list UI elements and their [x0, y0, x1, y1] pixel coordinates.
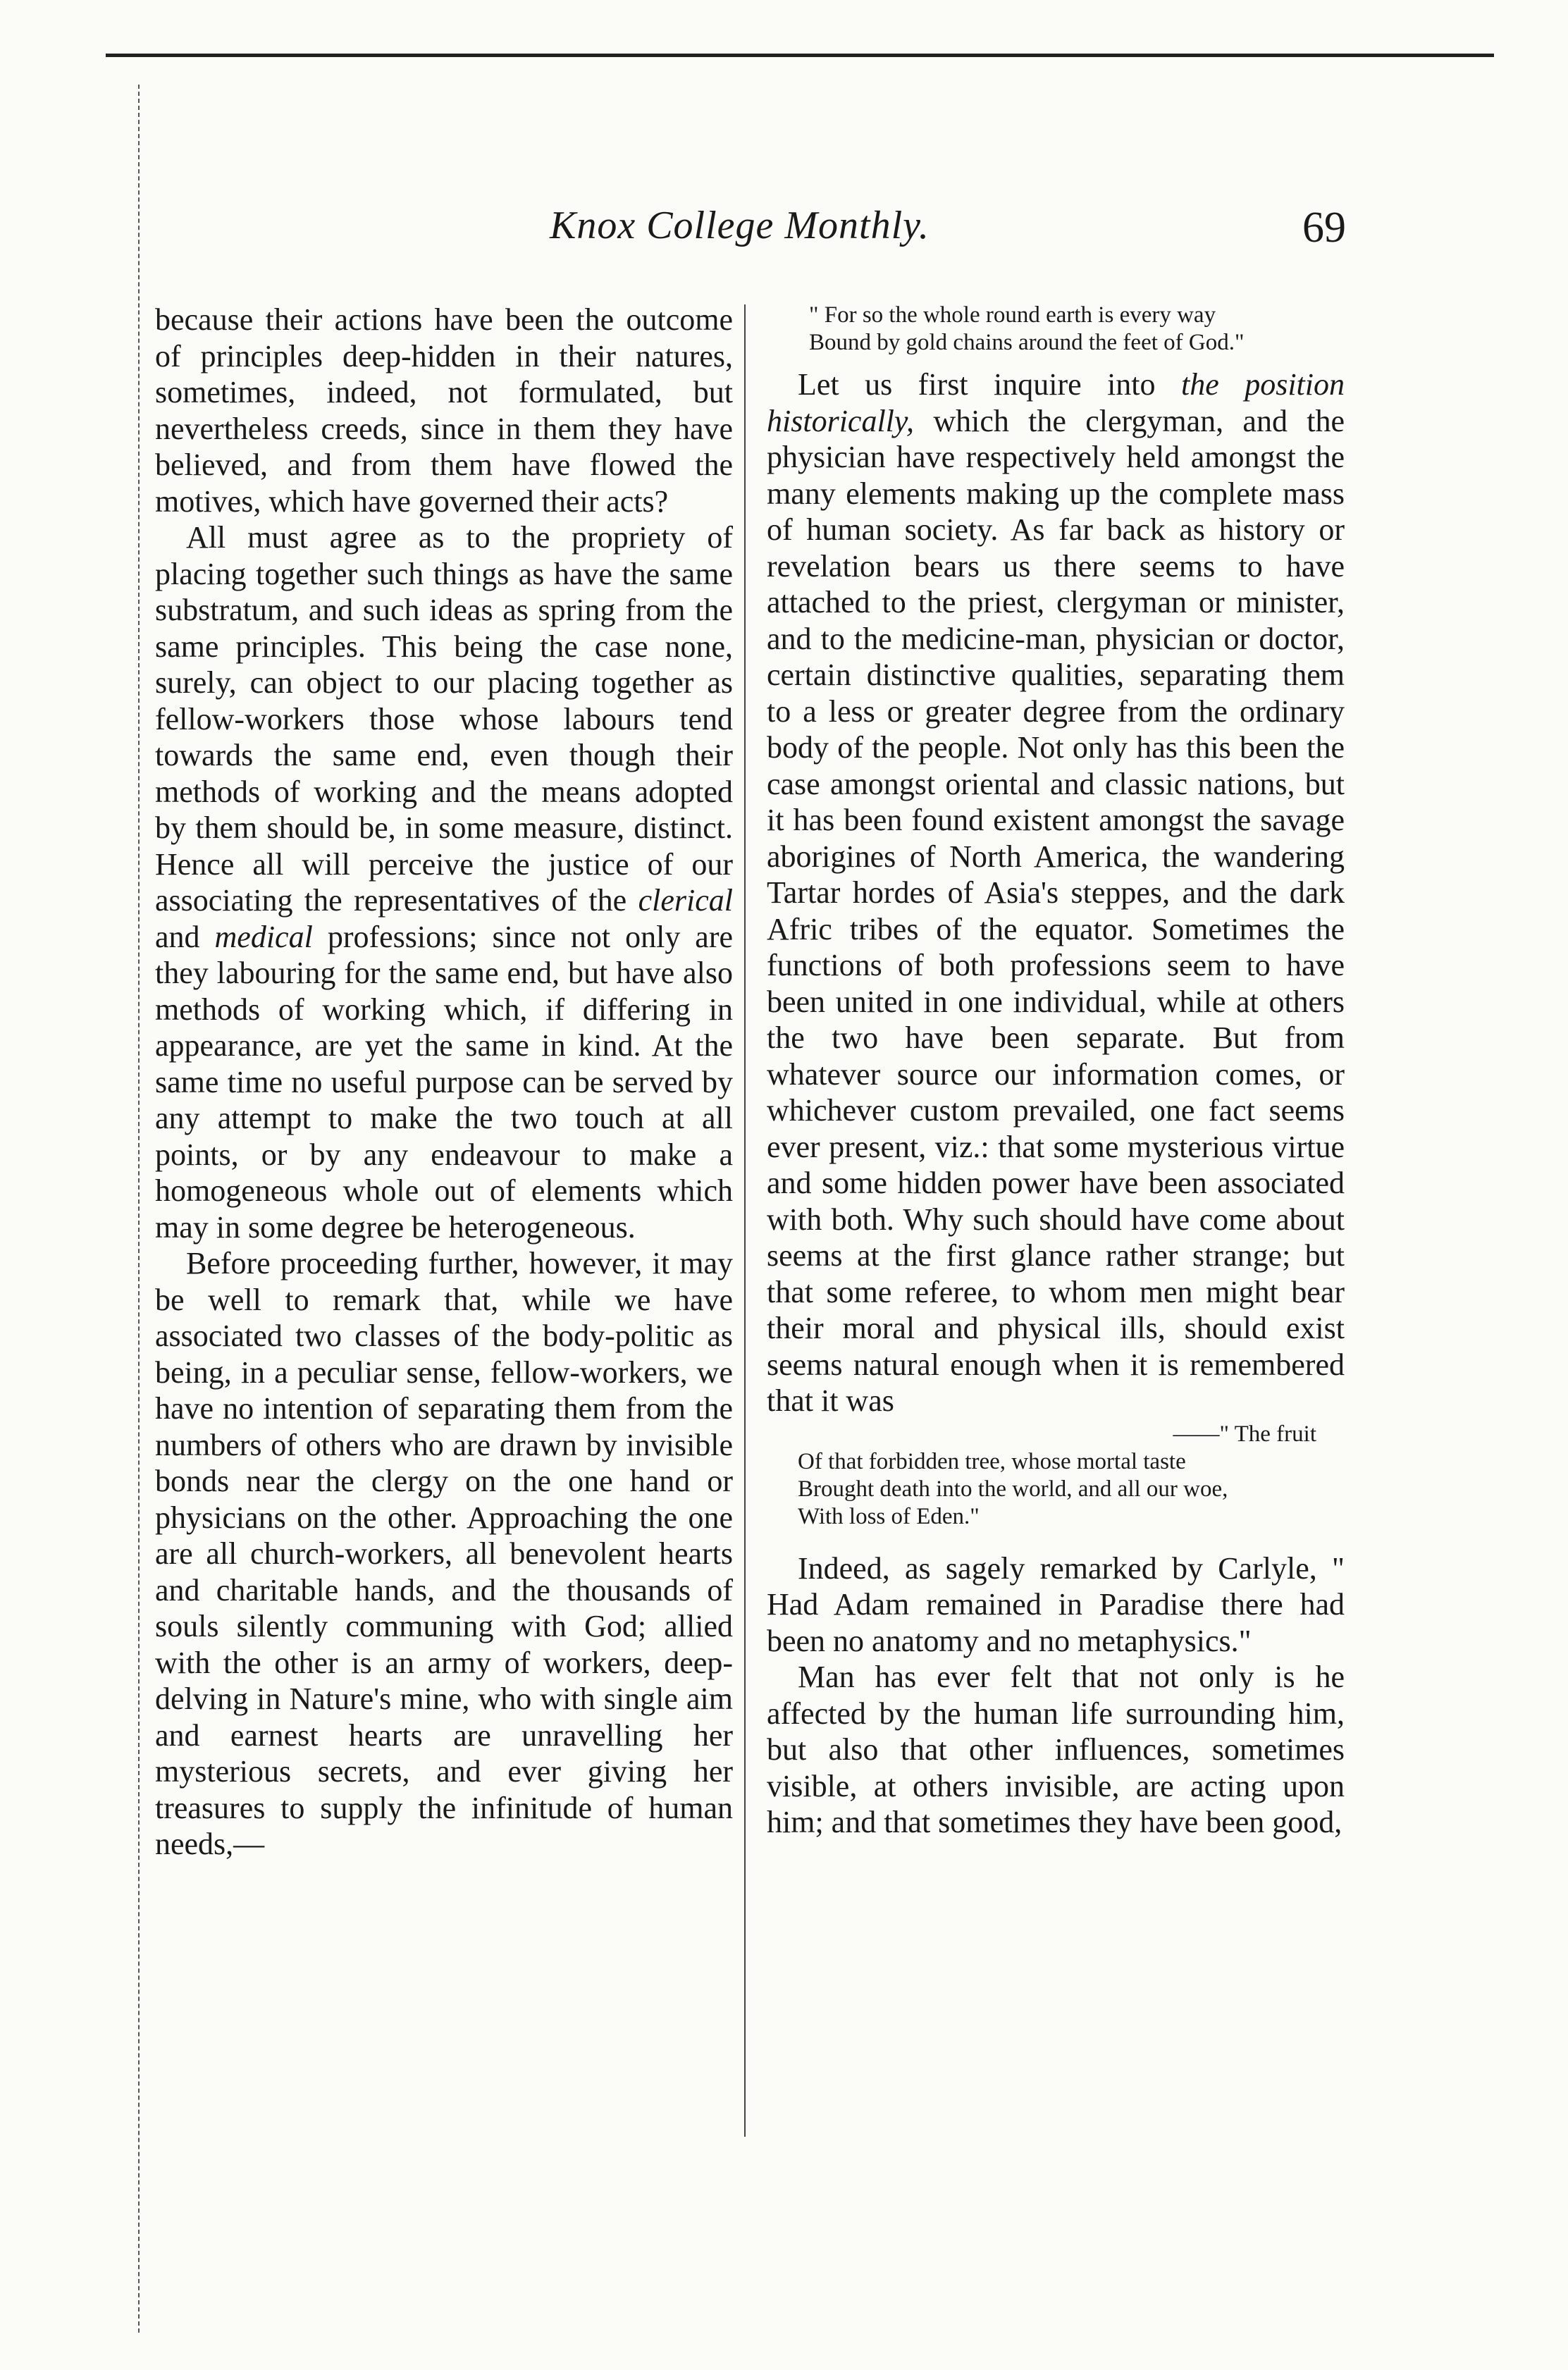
page-number: 69 — [1302, 204, 1346, 252]
italic-medical: medical — [214, 919, 313, 954]
verse-line-2: Of that forbidden tree, whose mortal taste — [798, 1448, 1186, 1474]
gutter-line — [138, 85, 140, 2333]
running-head: Knox College Monthly. — [550, 204, 930, 247]
paragraph-4-text-b: which the clergyman, and the physician have respectively held amongst the many elements making up the complete mass of human society. As far back as history or revelation bears us there seems to have attached to the priest, clergyman or minister, and to the medicine-man, physician or doctor, certain distinctive qualities, separating them to a less or greater degree from the ordinary body of the people. Not only has this been the case amongst oriental and classic nations, but it has been found existent amongst the savage aborigines of North America, the wandering Tartar hordes of Asia's steppes, and the dark Afric tribes of the equator. Sometimes the functions of both professions seem to have been united in one individual, while at others the two have been separate. But from whatever source our information comes, or whichever custom prevailed, one fact seems ever present, viz.: that some mysterious virtue and some hidden power have been associated with both. Why such should have come about seems at the first glance rather strange; but that some referee, to whom men might bear their moral and physical ills, should exist seems natural enough when it is remembered that it was — [767, 403, 1345, 1418]
milton-verse — [767, 1421, 1345, 1531]
paragraph-4-text-a: Let us first inquire into — [798, 367, 1156, 402]
verse-line-4: With loss of Eden." — [798, 1503, 980, 1529]
paragraph-4 — [767, 366, 1345, 1419]
epigraph-quote — [767, 302, 1345, 357]
paragraph-5: Indeed, as sagely remarked by Carlyle, " Had Adam remained in Paradise there had been no anatomy and no metaphysics." — [767, 1550, 1345, 1658]
epigraph-line-2: Bound by gold chains around the feet of God." — [809, 330, 1245, 355]
italic-clerical: clerical — [638, 883, 734, 918]
right-column — [767, 302, 1345, 1841]
top-rule — [106, 54, 1494, 57]
italic-position-historically: the position historically, — [767, 367, 1345, 438]
paragraph-1: because their actions have been the outcome of principles deep-hidden in their natures, sometimes, indeed, not formulated, but nevertheless creeds, since in them they have believed, and from them have flowed the motives, which have governed their acts? — [155, 302, 733, 519]
left-column — [155, 302, 733, 1863]
paragraph-2-text-b: professions; since not only are they labouring for the same end, but have also methods of working which, if differing in appearance, are yet the same in kind. At the same time no useful purpose can be served by any attempt to make the two touch at all points, or by any endeavour to make a homogeneous whole out of elements which may in some degree be heterogeneous. — [155, 919, 734, 1245]
paragraph-2 — [155, 519, 733, 1245]
verse-line-3: Brought death into the world, and all our woe, — [798, 1476, 1228, 1502]
epigraph-line-1: " For so the whole round earth is every way — [809, 302, 1216, 328]
paragraph-2-and: and — [155, 919, 200, 954]
paragraph-6: Man has ever felt that not only is he affected by the human life surrounding him, but also that other influences, sometimes visible, at others invisible, are acting upon him; and that sometimes they have been good, — [767, 1660, 1345, 1839]
paragraph-2-text-a: All must agree as to the propriety of placing together such things as have the same substratum, and such ideas as spring from the same principles. This being the case none, surely, can object to our placing together as fellow-workers those whose labours tend towards the same end, even though their methods of working and the means adopted by them should be, in some measure, distinct. Hence all will perceive the justice of our associating the representatives of the — [155, 520, 733, 918]
verse-line-1: ——" The fruit — [1173, 1421, 1316, 1447]
paragraph-3: Before proceeding further, however, it may be well to remark that, while we have associated two classes of the body-politic as being, in a peculiar sense, fellow-workers, we have no intention of separating them from the numbers of others who are drawn by invisible bonds near the clergy on the one hand or physicians on the other. Approaching the one are all church-workers, all benevolent hearts and charitable hands, and the thousands of souls silently communing with God; allied with the other is an army of workers, deep-delving in Nature's mine, who with single aim and earnest hearts are unravelling her mysterious secrets, and ever giving her treasures to supply the infinitude of human needs,— — [155, 1246, 733, 1861]
column-rule — [744, 304, 746, 2137]
